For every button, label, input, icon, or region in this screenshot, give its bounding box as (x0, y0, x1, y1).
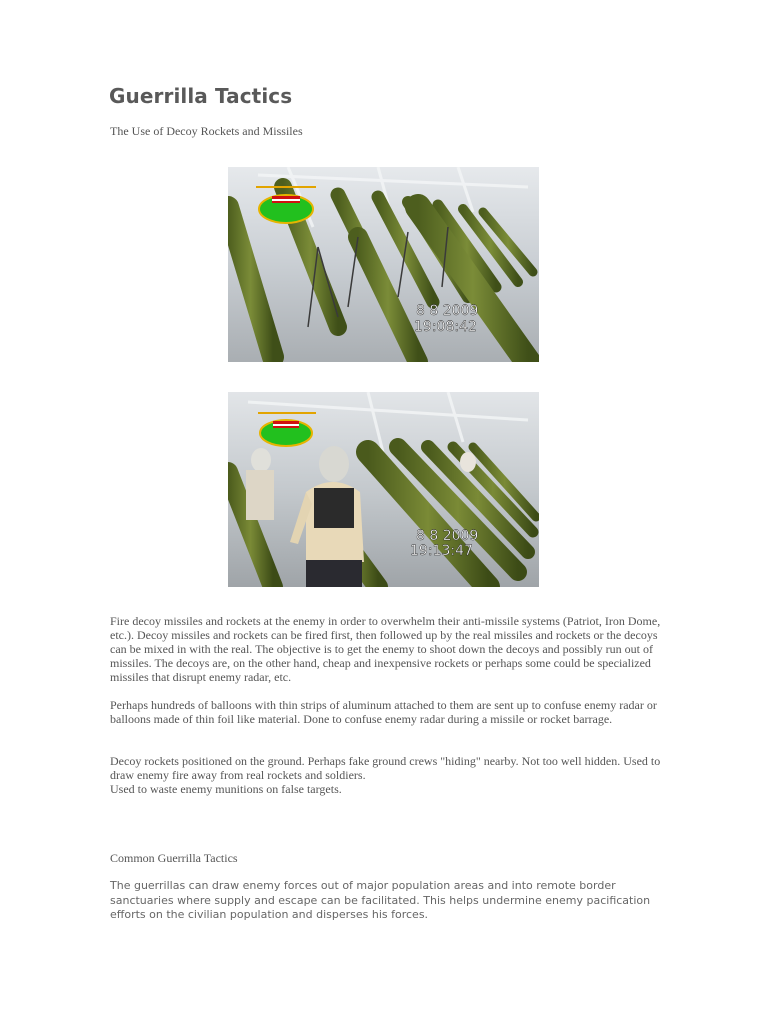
photo-time: 19:13:47 (410, 543, 473, 559)
section-heading: Common Guerrilla Tactics (110, 851, 238, 865)
ground-decoys-line: Decoy rockets positioned on the ground. Perhaps fake ground crews "hiding" nearby. Not too well hidden. Used to draw enemy fire away from real rockets and soldiers. (110, 754, 661, 782)
photo-time: 19:08:42 (414, 319, 477, 335)
rocket-rows-photo-graphic (228, 167, 539, 362)
decoy-missiles-paragraph: Fire decoy missiles and rockets at the enemy in order to overwhelm their anti-missile systems (Patriot, Iron Dome, etc.). Decoy missiles and rockets can be fired first, then followed up by the real missiles and rockets or the decoys can be mixed in with the real. The objective is to get the enemy to shoot down the decoys and possibly run out of missiles. The decoys are, on the other hand, cheap and inexpensive rockets or perhaps some could be specialized missiles that disrupt enemy radar, etc. (110, 614, 661, 684)
soldier-with-rockets-photo (228, 392, 539, 587)
photo-date: 8 8 2009 (416, 303, 479, 319)
page-subtitle: The Use of Decoy Rockets and Missiles (110, 124, 303, 138)
page-title: Guerrilla Tactics (109, 84, 293, 108)
rocket-rows-photo (228, 167, 539, 362)
ground-decoys-paragraph (110, 754, 662, 796)
photo-date: 8 8 2009 (416, 528, 479, 544)
section-text: The guerrillas can draw enemy forces out of major population areas and into remote border sanctuaries where supply and escape can be facilitated. This helps undermine enemy pacification efforts on the civilian population and disperses his forces. (110, 879, 651, 921)
balloons-paragraph: Perhaps hundreds of balloons with thin strips of aluminum attached to them are sent up to confuse enemy radar or balloons made of thin foil like material. Done to confuse enemy radar during a missile or rocket barrage. (110, 698, 657, 726)
soldier-with-rockets-photo-graphic (228, 392, 539, 587)
ground-decoys-line: Used to waste enemy munitions on false targets. (110, 782, 342, 796)
